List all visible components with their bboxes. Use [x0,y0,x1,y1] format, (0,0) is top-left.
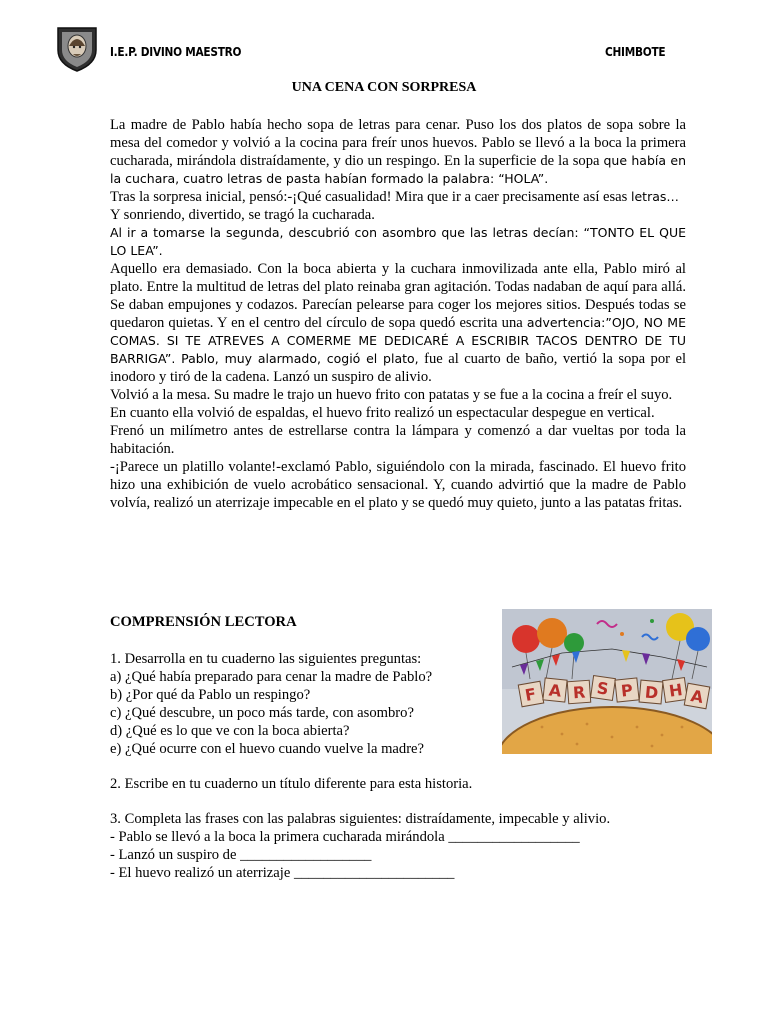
story-paragraph [110,188,686,206]
story-paragraph [110,116,686,188]
story-title: UNA CENA CON SORPRESA [291,80,477,95]
party-letters-illustration [502,609,712,754]
story-paragraph [110,224,686,260]
question-item: e) ¿Qué ocurre con el huevo cuando vuelve la madre? [110,741,425,757]
letter-block: F [523,684,538,705]
story-text-span: La madre de Pablo había hecho sopa de letras para cenar. Puso los dos platos de sopa sobre la mesa del comedor y volvió a la cocina para freír unos huevos. Pablo se llevó a la boca la primera cucharada, mirándola distraídamente, y dio un respingo. En la superficie de la sopa [110,117,686,169]
city-name: CHIMBOTE [605,45,666,59]
question-item: c) ¿Qué descubre, un poco más tarde, con asombro? [110,705,414,721]
question-3-block [110,810,610,882]
question-item: d) ¿Qué es lo que ve con la boca abierta? [110,723,350,739]
story-text [110,116,686,512]
letter-block: S [595,678,610,699]
story-paragraph [110,404,686,422]
story-text-span: Aquello era demasiado. Con la boca abierta y la cuchara inmovilizada ante ella, Pablo miró al plato. Entre la multitud de letras del plato reinaba gran agitación. Todas nadaban de aquí para allá. Se daban empujones y codazos. Parecían pelearse para coger los mejores sitios. Después todas se quedaron quietas. Y en el centro del círculo de sopa quedó escrita una [110,261,686,331]
fill-in-item: - Pablo se llevó a la boca la primera cucharada mirándola __________________ [110,829,580,845]
story-text-span: Volvió a la mesa. Su madre le trajo un huevo frito con patatas y se fue a la cocina a freír el suyo. [110,387,673,403]
comprehension-title: COMPRENSIÓN LECTORA [110,614,297,630]
story-text-span: que había en la cuchara, cuatro letras de pasta habían formado la palabra: “HOLA”. [110,153,686,186]
question-item: a) ¿Qué había preparado para cenar la madre de Pablo? [110,669,433,685]
question-1: 1. Desarrolla en tu cuaderno las siguientes preguntas: [110,651,422,667]
question-item: b) ¿Por qué da Pablo un respingo? [110,687,311,703]
story-text-span: fue al cuarto de baño, vertió la sopa por el inodoro y tiró de la cadena. Lanzó un suspiro de alivio. [110,351,687,385]
story-text-span: Tras la sorpresa inicial, pensó:-¡Qué casualidad! Mira que ir a caer precisamente así esas [110,189,631,205]
letter-block: A [547,680,563,701]
story-paragraph [110,458,686,512]
letter-block: H [667,680,684,701]
letter-block: D [644,682,660,703]
story-text-span: Frenó un milímetro antes de estrellarse contra la lámpara y comenzó a dar vueltas por toda la habitación. [110,423,686,457]
story-text-span: Y sonriendo, divertido, se tragó la cucharada. [110,207,375,223]
letter-block: P [620,680,634,701]
story-text-span: advertencia:”OJO, NO ME COMAS. SI TE ATREVES A COMERME ME DEDICARÉ A ESCRIBIR TACOS DENTRO DE TU BARRIGA”. Pablo, muy alarmado, cogió el plato, [110,315,686,366]
letter-block: A [689,686,705,707]
story-paragraph [110,422,686,458]
fill-in-item: - Lanzó un suspiro de __________________ [110,847,372,863]
letter-block: R [572,682,587,703]
story-paragraph [110,386,686,404]
story-text-span: En cuanto ella volvió de espaldas, el huevo frito realizó un espectacular despegue en vertical. [110,405,655,421]
story-text-span: Al ir a tomarse la segunda, descubrió con asombro que las letras decían: “TONTO EL QUE LO LEA”. [110,225,686,258]
story-paragraph [110,206,686,224]
story-paragraph [110,260,686,386]
school-crest-icon [56,24,98,72]
question-2: 2. Escribe en tu cuaderno un título diferente para esta historia. [110,776,473,792]
fill-in-item: - El huevo realizó un aterrizaje ______________________ [110,865,455,881]
question-3: 3. Completa las frases con las palabras siguientes: distraídamente, impecable y alivio. [110,811,611,827]
story-text-span: -¡Parece un platillo volante!-exclamó Pablo, siguiéndolo con la mirada, fascinado. El huevo frito hizo una exhibición de vuelo acrobático sensacional. Y, cuando advirtió que la madre de Pablo volvía, realizó un aterrizaje impecable en el plato y se quedó muy quieto, junto a las patatas fritas. [110,459,686,511]
question-1-block [110,650,490,758]
story-text-span: letras… [631,189,679,204]
school-name: I.E.P. DIVINO MAESTRO [110,45,242,59]
